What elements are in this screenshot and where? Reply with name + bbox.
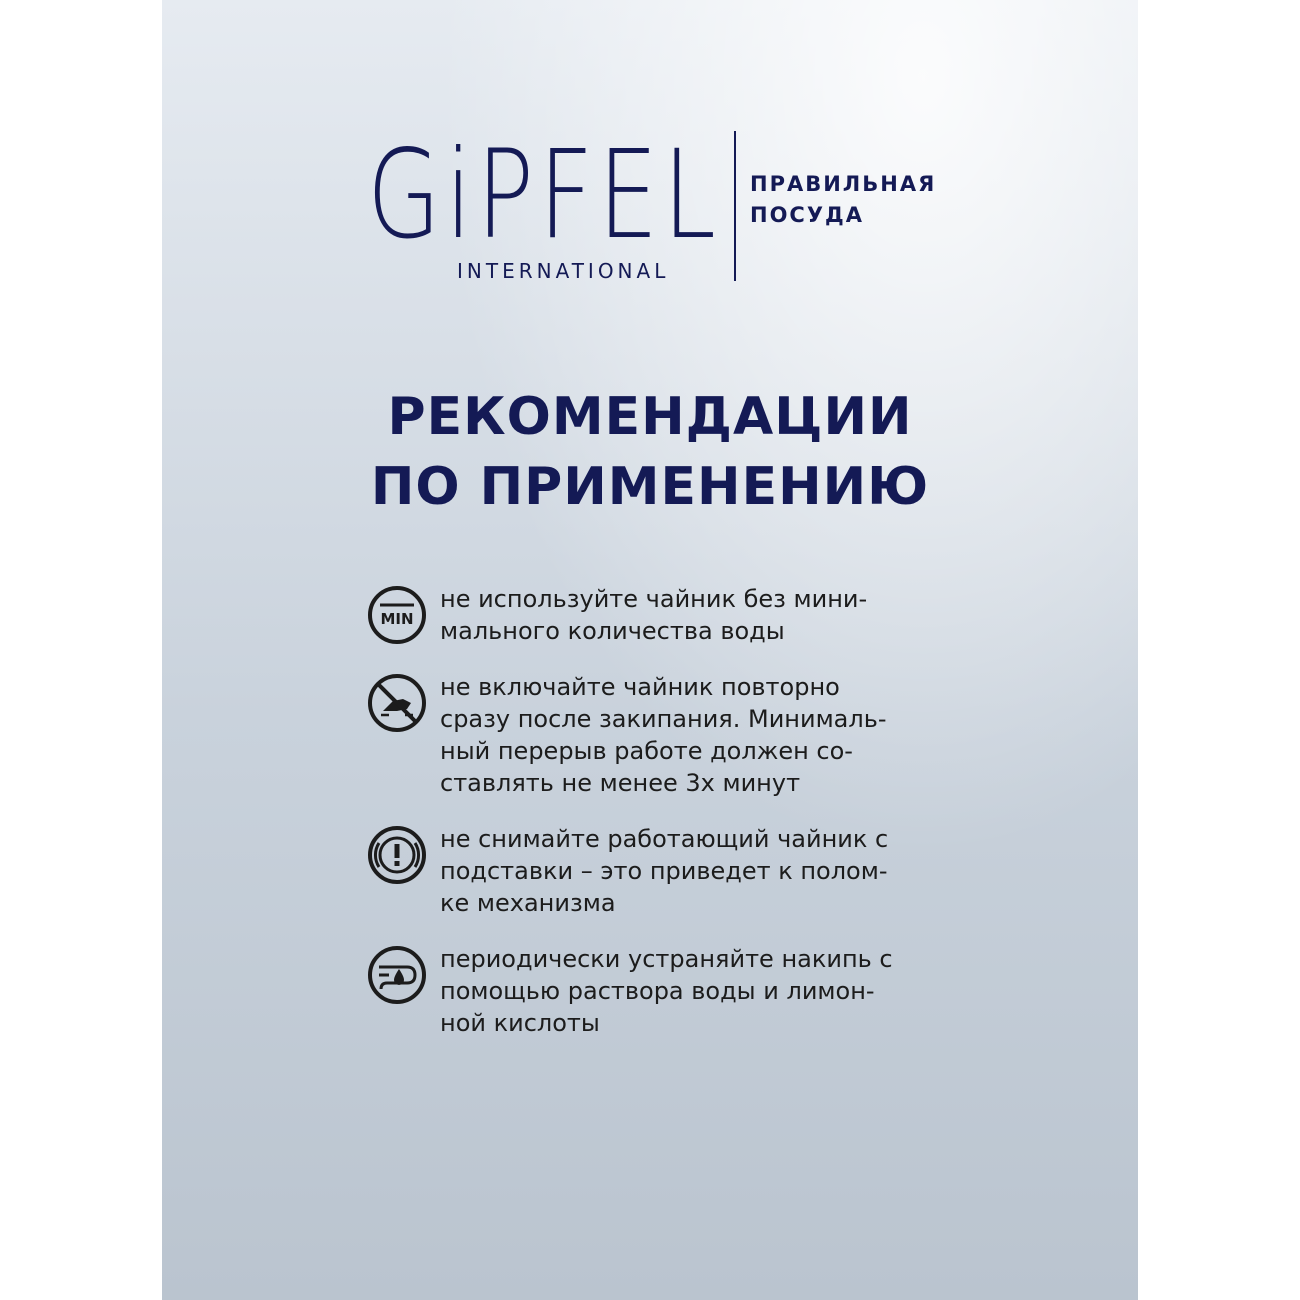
item-text	[440, 671, 887, 799]
text-line: мального количества воды	[440, 617, 785, 645]
list-item	[367, 943, 927, 1039]
brand-logo	[367, 125, 947, 295]
text-line: ный перерыв работе должен со-	[440, 737, 853, 765]
descale-icon	[367, 945, 427, 1005]
recommendations-list	[367, 583, 927, 1063]
title-line: ПО ПРИМЕНЕНИЮ	[370, 457, 930, 517]
text-line: ставлять не менее 3х минут	[440, 769, 801, 797]
brand-tagline	[750, 169, 936, 231]
tagline-line: ПОСУДА	[750, 203, 864, 227]
text-line: не снимайте работающий чайник с	[440, 825, 889, 853]
instruction-panel	[162, 0, 1138, 1300]
item-text	[440, 943, 893, 1039]
list-item	[367, 671, 927, 799]
warning-icon	[367, 825, 427, 885]
text-line: сразу после закипания. Минималь-	[440, 705, 887, 733]
brand-wordmark: GiPFEL	[367, 124, 721, 266]
text-line: ной кислоты	[440, 1009, 600, 1037]
min-water-icon	[367, 585, 427, 645]
text-line: периодически устраняйте накипь с	[440, 945, 893, 973]
item-text	[440, 583, 867, 647]
title-line: РЕКОМЕНДАЦИИ	[387, 387, 913, 447]
text-line: не включайте чайник повторно	[440, 673, 840, 701]
text-line: не используйте чайник без мини-	[440, 585, 868, 613]
min-label: MIN	[380, 610, 414, 628]
text-line: помощью раствора воды и лимон-	[440, 977, 875, 1005]
tagline-line: ПРАВИЛЬНАЯ	[750, 172, 937, 196]
text-line: ке механизма	[440, 889, 616, 917]
brand-subline: INTERNATIONAL	[457, 259, 670, 283]
list-item	[367, 823, 927, 919]
logo-divider	[734, 131, 736, 281]
page-title	[162, 382, 1138, 522]
text-line: подставки – это приведет к полом-	[440, 857, 888, 885]
item-text	[440, 823, 888, 919]
list-item	[367, 583, 927, 647]
no-reboil-icon	[367, 673, 427, 733]
